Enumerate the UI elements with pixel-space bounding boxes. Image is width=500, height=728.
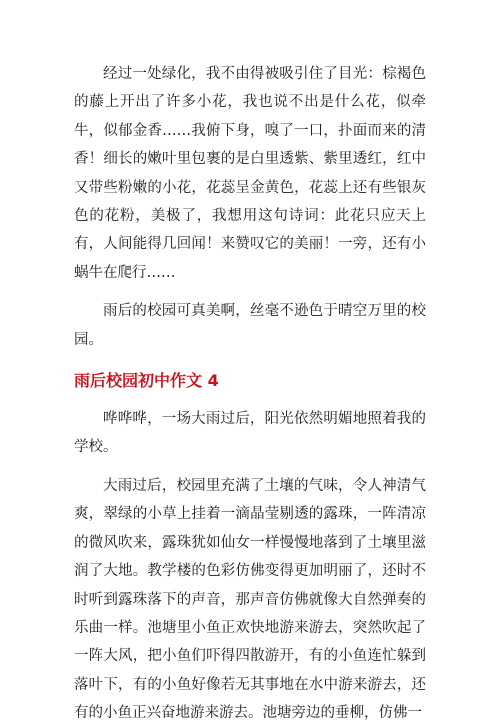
document-page	[74, 60, 426, 728]
paragraph-flowers: 经过一处绿化，我不由得被吸引住了目光：棕褐色的藤上开出了许多小花，我也说不出是什么花，似牵牛，似郁金香……我俯下身，嗅了一口，扑面而来的清香！细长的嫩叶里包裹的是白里透紫、紫里透红，红中又带些粉嫩的小花，花蕊呈金黄色，花蕊上还有些银灰色的花粉，美极了，我想用这句诗词：此花只应天上有，人间能得几回闻！来赞叹它的美丽！一旁，还有小蜗牛在爬行……	[74, 66, 426, 281]
paragraph-rain-intro: 哗哗哗，一场大雨过后，阳光依然明媚地照着我的学校。	[74, 411, 426, 456]
paragraph-campus-beauty: 雨后的校园可真美啊，丝毫不逊色于晴空万里的校园。	[74, 303, 426, 348]
essay-heading: 雨后校园初中作文 4	[74, 371, 219, 391]
paragraph-after-rain: 大雨过后，校园里充满了土壤的气味，令人神清气爽，翠绿的小草上挂着一滴晶莹剔透的露珠，一阵清凉的微风吹来，露珠犹如仙女一样慢慢地落到了土壤里滋润了大地。教学楼的色彩仿佛变得更加明丽了，还时不时听到露珠落下的声音，那声音仿佛就像大自然弹奏的乐曲一样。池塘里小鱼正欢快地游来游去，突然吹起了一阵大风，把小鱼们吓得四散游开，有的小鱼连忙躲到落叶下，有的小鱼好像若无其事地在水中游来游去，还有的小鱼正兴奋地游来游去。池塘旁边的垂柳，仿佛一	[74, 477, 426, 722]
